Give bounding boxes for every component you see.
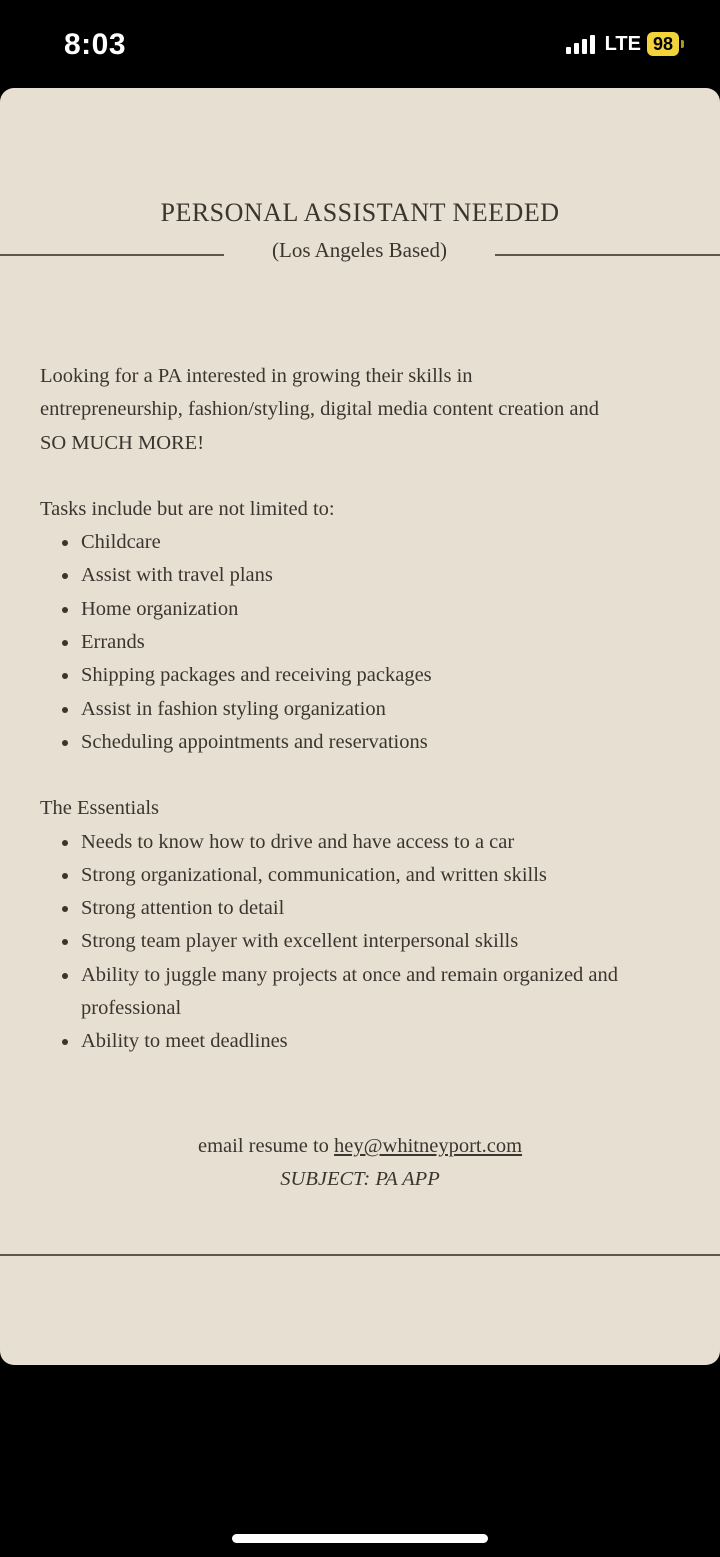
spacer <box>40 460 680 493</box>
divider-bottom <box>0 1254 720 1256</box>
essentials-list <box>40 826 680 1059</box>
email-link[interactable]: hey@whitneyport.com <box>334 1135 523 1157</box>
flyer-body <box>40 360 680 1059</box>
battery-tip <box>681 40 684 48</box>
battery-level: 98 <box>647 32 679 56</box>
essentials-heading: The Essentials <box>40 797 159 820</box>
list-item: Strong organizational, communication, and written skills <box>40 859 680 892</box>
list-item: Strong attention to detail <box>40 892 680 925</box>
spacer <box>40 759 680 792</box>
flyer-subtitle: (Los Angeles Based) <box>272 238 447 262</box>
contact-block <box>0 1130 720 1197</box>
list-item: Assist in fashion styling organization <box>40 693 680 726</box>
list-item: Scheduling appointments and reservations <box>40 726 680 759</box>
tasks-heading: Tasks include but are not limited to: <box>40 497 335 520</box>
tasks-list <box>40 526 680 759</box>
list-item: Errands <box>40 626 680 659</box>
list-item: Ability to juggle many projects at once and remain organized and professional <box>40 959 680 1026</box>
divider-right <box>495 254 720 256</box>
divider-left <box>0 254 224 256</box>
home-indicator[interactable] <box>232 1534 488 1543</box>
cellular-signal-icon <box>566 34 595 54</box>
battery-icon <box>647 32 684 56</box>
list-item: Home organization <box>40 593 680 626</box>
list-item: Assist with travel plans <box>40 559 680 592</box>
list-item: Needs to know how to drive and have access to a car <box>40 826 680 859</box>
list-item: Strong team player with excellent interpersonal skills <box>40 925 680 958</box>
network-type-label: LTE <box>604 32 641 55</box>
flyer-title: PERSONAL ASSISTANT NEEDED <box>160 198 560 227</box>
status-bar <box>0 0 720 88</box>
status-time: 8:03 <box>64 28 127 61</box>
subject-line: SUBJECT: PA APP <box>280 1168 440 1191</box>
flyer-subtitle-row <box>0 238 720 272</box>
contact-prefix: email resume to <box>197 1135 329 1157</box>
contact-line <box>0 1130 720 1163</box>
list-item: Childcare <box>40 526 680 559</box>
status-indicators <box>566 32 684 56</box>
list-item: Ability to meet deadlines <box>40 1025 680 1058</box>
intro-paragraph: Looking for a PA interested in growing their skills in entrepreneurship, fashion/styling, digital media content creation and SO MUCH MORE! <box>40 365 600 454</box>
job-flyer-image[interactable] <box>0 88 720 1365</box>
list-item: Shipping packages and receiving packages <box>40 659 680 692</box>
